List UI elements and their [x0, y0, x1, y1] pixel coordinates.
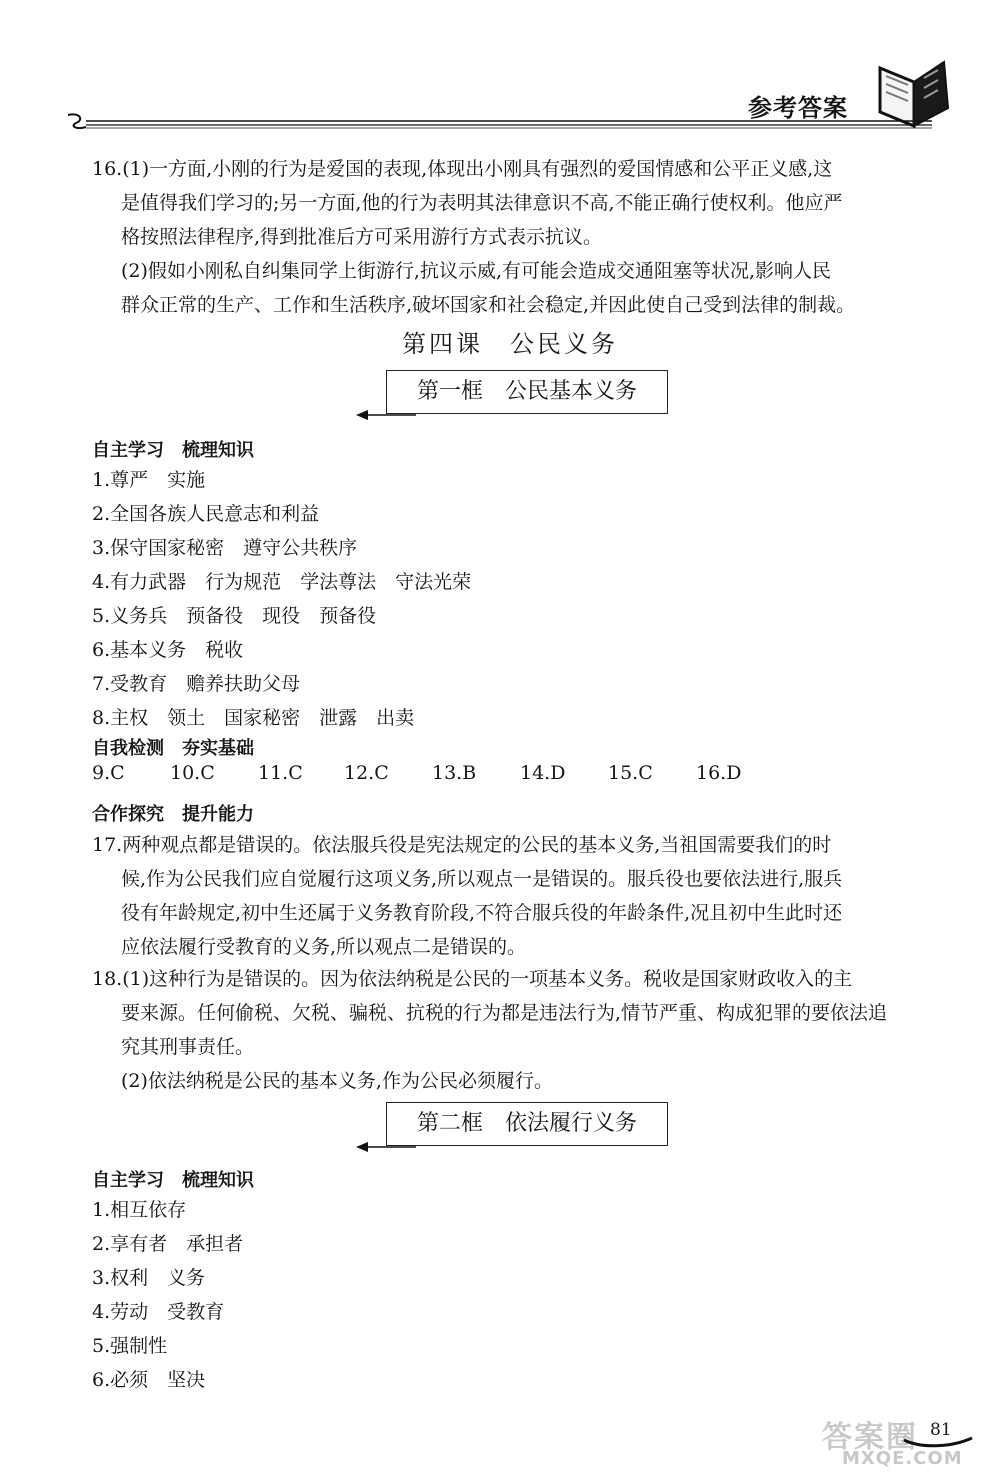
- list-item: 7.受教育 赡养扶助父母: [92, 673, 301, 695]
- q16-line: 16.(1)一方面,小刚的行为是爱国的表现,体现出小刚具有强烈的爱国情感和公平正义感,这: [92, 158, 833, 180]
- q17-line: 役有年龄规定,初中生还属于义务教育阶段,不符合服兵役的年龄条件,况且初中生此时还: [121, 902, 843, 924]
- answer-item: 16.D: [696, 762, 742, 784]
- answer-item: 10.C: [170, 762, 215, 784]
- frame2-title: 第二框 依法履行义务: [416, 1111, 637, 1136]
- watermark-text: 答案圈: [822, 1420, 918, 1455]
- frame1-check-heading: 自我检测 夯实基础: [92, 738, 254, 759]
- frame1-title: 第一框 公民基本义务: [416, 379, 637, 404]
- answer-item: 12.C: [344, 762, 389, 784]
- list-item: 3.保守国家秘密 遵守公共秩序: [92, 537, 358, 559]
- list-item: 1.相互依存: [92, 1199, 187, 1221]
- q16-part1: [92, 152, 842, 254]
- list-item: 3.权利 义务: [92, 1267, 206, 1289]
- arrow-left-icon: [356, 1140, 416, 1154]
- q17: [92, 828, 842, 964]
- header-title: 参考答案: [748, 94, 848, 122]
- arrow-left-icon: [356, 408, 416, 422]
- list-item: 2.享有者 承担者: [92, 1233, 244, 1255]
- list-item: 6.必须 坚决: [92, 1369, 206, 1391]
- header-rule: [62, 112, 942, 132]
- q18-line: 究其刑事责任。: [121, 1036, 255, 1058]
- lesson-title: 第四课 公民义务: [402, 330, 618, 358]
- list-item: 4.有力武器 行为规范 学法尊法 守法光荣: [92, 571, 472, 593]
- q16-line: 格按照法律程序,得到批准后方可采用游行方式表示抗议。: [121, 226, 603, 248]
- answer-item: 15.C: [608, 762, 653, 784]
- q17-line: 应依法履行受教育的义务,所以观点二是错误的。: [121, 936, 527, 958]
- q16-part2: [121, 254, 855, 322]
- page-number: 81: [930, 1420, 952, 1440]
- frame2-study-list: [92, 1193, 243, 1397]
- frame1-study-heading: 自主学习 梳理知识: [92, 440, 254, 461]
- q17-line: 17.两种观点都是错误的。依法服兵役是宪法规定的公民的基本义务,当祖国需要我们的时: [92, 834, 832, 856]
- answer-item: 9.C: [92, 762, 125, 784]
- q16-line: 是值得我们学习的;另一方面,他的行为表明其法律意识不高,不能正确行使权利。他应严: [121, 192, 843, 214]
- frame2-title-box: [386, 1102, 668, 1146]
- q16-line: (2)假如小刚私自纠集同学上街游行,抗议示威,有可能会造成交通阻塞等状况,影响人民: [121, 260, 832, 282]
- q16-line: 群众正常的生产、工作和生活秩序,破坏国家和社会稳定,并因此使自己受到法律的制裁。: [121, 294, 856, 316]
- q18-line: 要来源。任何偷税、欠税、骗税、抗税的行为都是违法行为,情节严重、构成犯罪的要依法追: [121, 1002, 888, 1024]
- frame1-study-list: [92, 463, 471, 735]
- list-item: 1.尊严 实施: [92, 469, 206, 491]
- list-item: 5.强制性: [92, 1335, 168, 1357]
- list-item: 4.劳动 受教育: [92, 1301, 225, 1323]
- list-item: 5.义务兵 预备役 现役 预备役: [92, 605, 377, 627]
- answer-item: 13.B: [432, 762, 477, 784]
- answer-item: 14.D: [520, 762, 566, 784]
- frame1-title-box: [386, 370, 668, 414]
- q18-line: 18.(1)这种行为是错误的。因为依法纳税是公民的一项基本义务。税收是国家财政收入的主: [92, 968, 853, 990]
- frame1-explore-heading: 合作探究 提升能力: [92, 804, 254, 825]
- list-item: 2.全国各族人民意志和利益: [92, 503, 320, 525]
- frame2-study-heading: 自主学习 梳理知识: [92, 1170, 254, 1191]
- watermark-url: MXQE.COM: [842, 1448, 963, 1469]
- q18-line: (2)依法纳税是公民的基本义务,作为公民必须履行。: [121, 1070, 553, 1092]
- answer-item: 11.C: [258, 762, 303, 784]
- q17-line: 候,作为公民我们应自觉履行这项义务,所以观点一是错误的。服兵役也要依法进行,服兵: [121, 868, 843, 890]
- list-item: 8.主权 领土 国家秘密 泄露 出卖: [92, 707, 415, 729]
- q18: [92, 962, 887, 1098]
- list-item: 6.基本义务 税收: [92, 639, 244, 661]
